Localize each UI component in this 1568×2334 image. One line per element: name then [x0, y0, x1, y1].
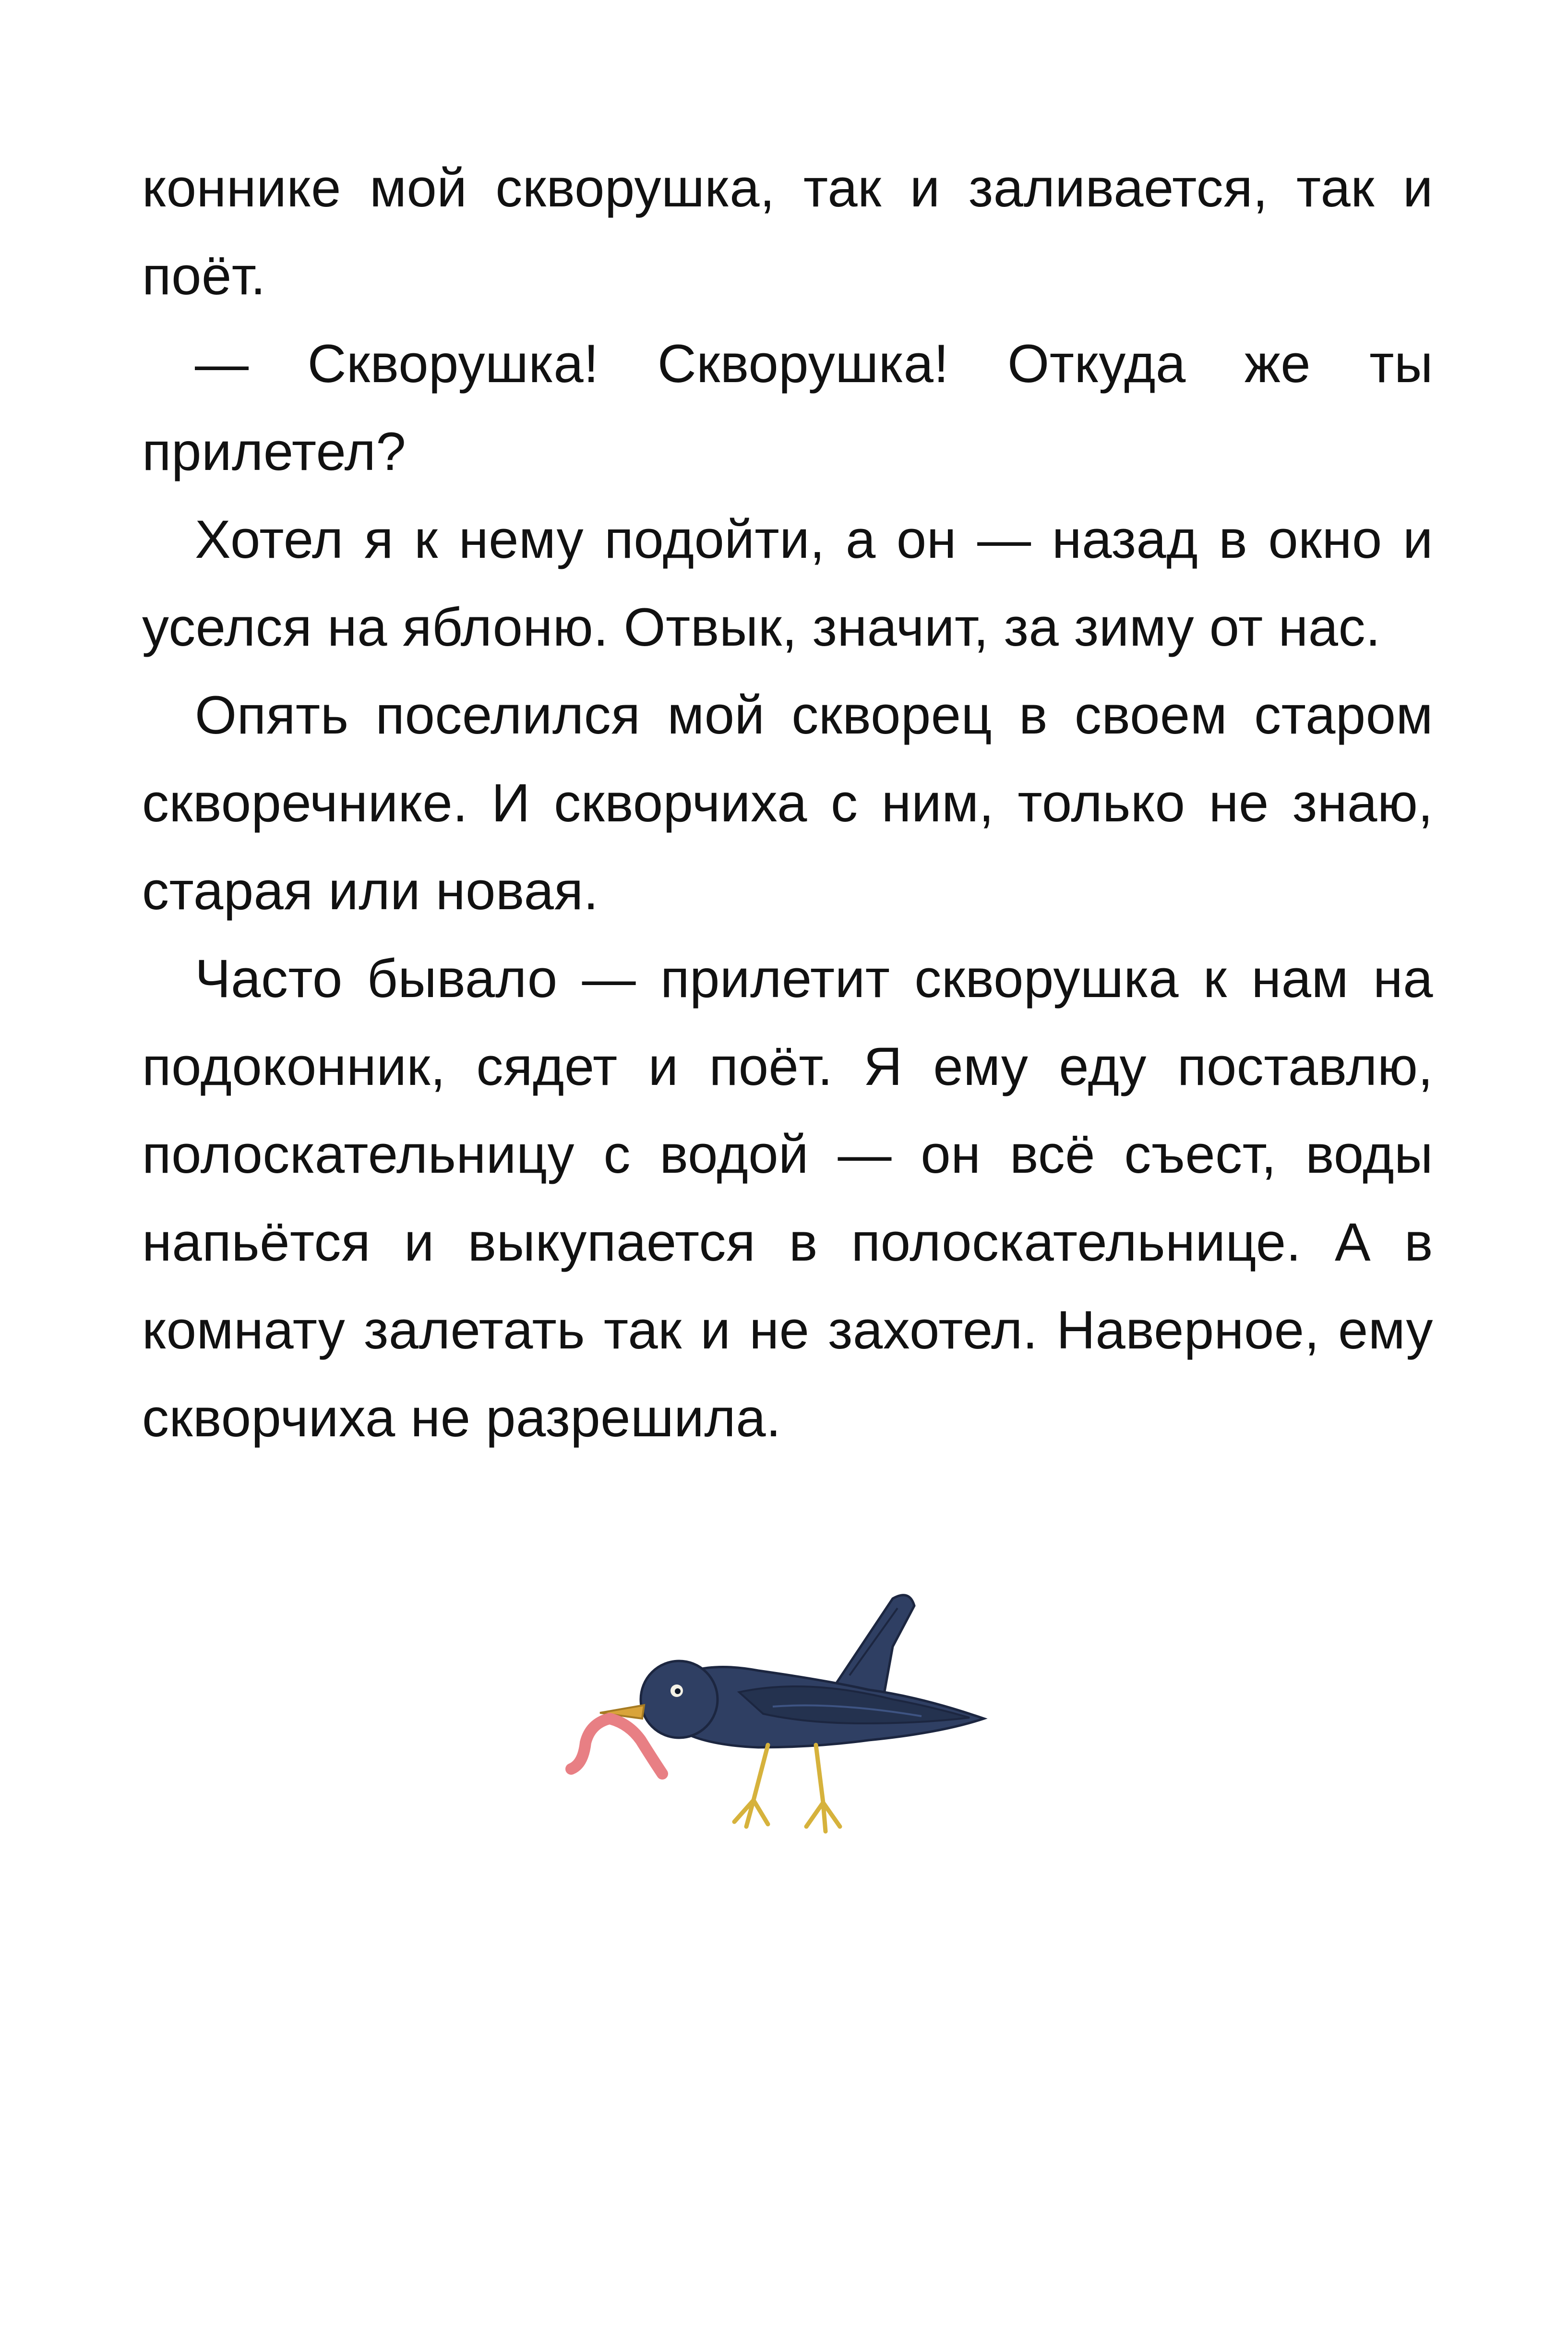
paragraph-window: Хотел я к нему подойти, а он — назад в окно и уселся на яблоню. Отвык, значит, за зиму от нас.: [142, 509, 1433, 657]
bird-head: [641, 1661, 718, 1738]
worm-icon: [571, 1719, 662, 1774]
bird-leg-left: [734, 1745, 768, 1827]
story-text: [142, 144, 1433, 1462]
starling-with-worm-icon: [557, 1579, 1017, 1867]
bird-leg-right: [806, 1745, 840, 1831]
bird-pupil: [675, 1688, 681, 1694]
paragraph-birdhouse: Опять поселился мой скворец в своем старом скворечнике. И скворчиха с ним, только не знаю, старая или новая.: [142, 685, 1433, 921]
paragraph-continuation: коннике мой скворушка, так и заливается, так и поёт.: [142, 158, 1433, 306]
paragraph-dialogue: — Скворушка! Скворушка! Откуда же ты прилетел?: [142, 334, 1433, 481]
paragraph-windowsill: Часто бывало — прилетит скворушка к нам на подоконник, сядет и поёт. Я ему еду поставлю, полоскательницу с водой — он всё съест, воды напьётся и выкупается в полоскательнице. А в комнату залетать так и не захотел. Наверное, ему скворчиха не разрешила.: [142, 949, 1433, 1448]
